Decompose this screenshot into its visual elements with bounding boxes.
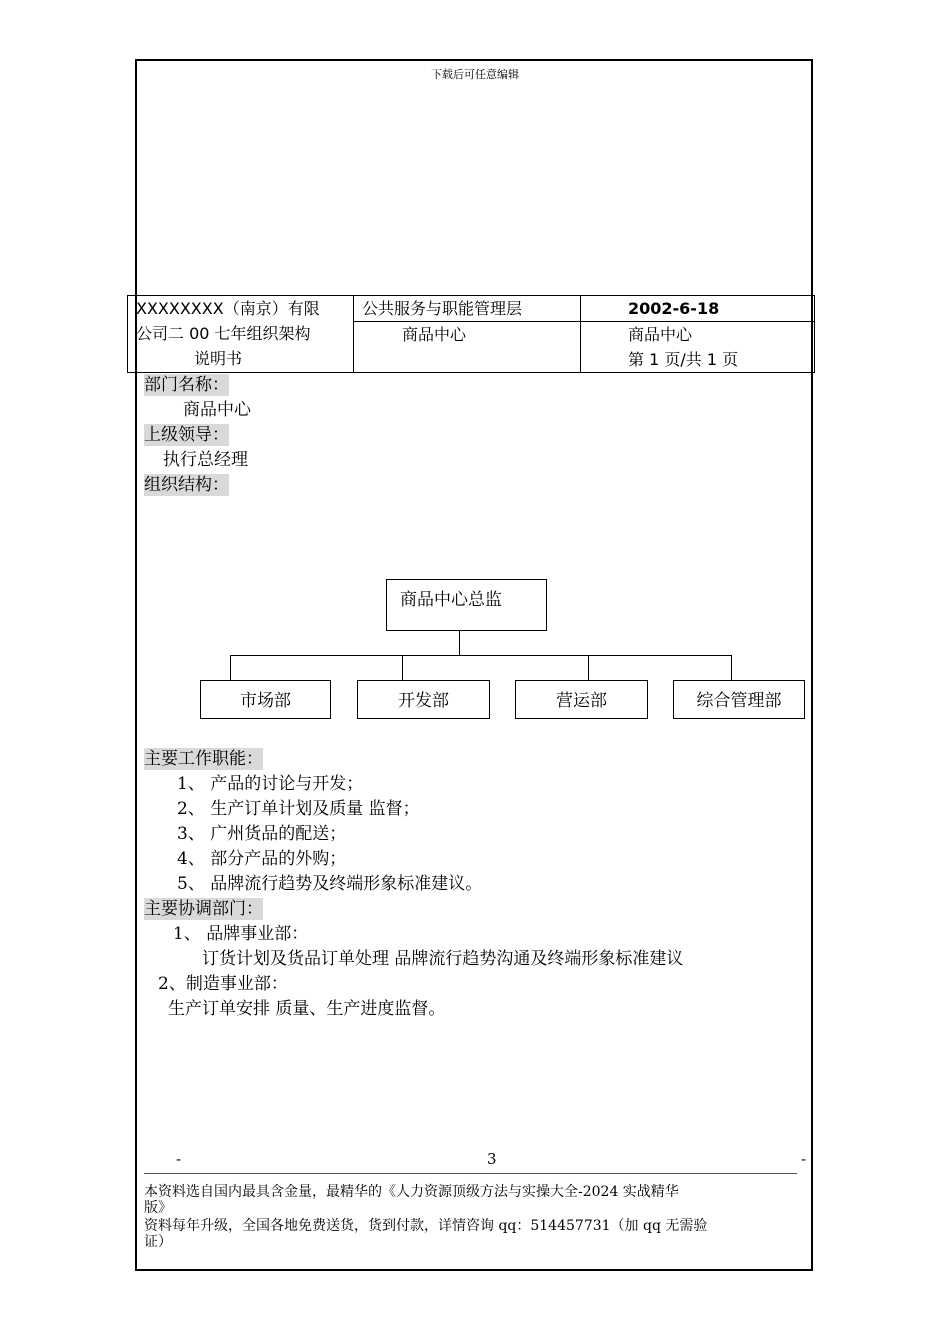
duty-2: 2、 生产订单计划及质量 监督； (177, 799, 420, 819)
org-connector-1 (230, 655, 231, 680)
date-cell (581, 296, 815, 322)
footer-dash-left: - (176, 1150, 182, 1168)
header-table (127, 295, 815, 373)
org-connector-horizontal (230, 655, 732, 656)
org-child-label-3: 营运部 (556, 691, 607, 711)
department-cell (354, 322, 581, 373)
footer-line-2: 版》 (144, 1200, 172, 1216)
duty-4: 4、 部分产品的外购； (177, 849, 347, 869)
date-text: 2002-6-18 (628, 299, 720, 318)
dept-name-value: 商品中心 (183, 400, 251, 420)
org-connector-vertical (459, 631, 460, 655)
org-child-label-4: 综合管理部 (696, 691, 782, 711)
dept-name-label: 部门名称： (144, 375, 229, 395)
org-child-label-1: 市场部 (240, 691, 291, 711)
org-child-box-4 (673, 680, 805, 719)
dept-right-text: 商品中心 (628, 325, 693, 344)
company-line-1: XXXXXXXX（南京）有限 (136, 299, 320, 318)
org-child-box-1 (200, 680, 331, 719)
coord-1-detail: 订货计划及货品订单处理 品牌流行趋势沟通及终端形象标准建议 (202, 949, 684, 969)
department-text: 商品中心 (402, 325, 467, 344)
coord-2-title: 2、制造事业部： (158, 974, 288, 994)
superior-value: 执行总经理 (163, 450, 248, 470)
org-connector-4 (731, 655, 732, 680)
duty-3: 3、 广州货品的配送； (177, 824, 347, 844)
page-frame (135, 59, 813, 1271)
org-connector-2 (402, 655, 403, 680)
footer-dash-right: - (801, 1150, 807, 1168)
org-label: 组织结构： (144, 475, 229, 495)
layer-cell (354, 296, 581, 322)
page-info-cell (581, 322, 815, 373)
footer-rule (144, 1173, 797, 1174)
footer-page-number: 3 (487, 1150, 497, 1168)
page-info-text: 第 1 页/共 1 页 (628, 350, 739, 369)
footer-line-1: 本资料选自国内最具含金量，最精华的《人力资源顶级方法与实操大全-2024 实战精华 (144, 1184, 679, 1200)
footer-line-3: 资料每年升级，全国各地免费送货，货到付款，详情咨询 qq：514457731（加 qq 无需验 (144, 1218, 708, 1234)
company-line-2: 公司二 00 七年组织架构 (136, 324, 311, 343)
org-root-box (386, 579, 547, 631)
coord-label: 主要协调部门： (144, 899, 263, 919)
superior-label: 上级领导： (144, 425, 229, 445)
company-line-3: 说明书 (194, 349, 243, 368)
org-child-label-2: 开发部 (398, 691, 449, 711)
company-title-cell (128, 296, 354, 373)
top-note: 下载后可任意编辑 (431, 68, 519, 81)
org-child-box-2 (357, 680, 490, 719)
org-connector-3 (588, 655, 589, 680)
footer-line-4: 证） (144, 1234, 172, 1250)
layer-text: 公共服务与职能管理层 (362, 299, 523, 318)
duty-5: 5、 品牌流行趋势及终端形象标准建议。 (177, 874, 483, 894)
org-root-label: 商品中心总监 (400, 590, 502, 610)
coord-2-detail: 生产订单安排 质量、生产进度监督。 (168, 999, 446, 1019)
duties-label: 主要工作职能： (144, 749, 263, 769)
coord-1-title: 1、 品牌事业部： (173, 924, 309, 944)
duty-1: 1、 产品的讨论与开发； (177, 774, 364, 794)
org-child-box-3 (515, 680, 648, 719)
